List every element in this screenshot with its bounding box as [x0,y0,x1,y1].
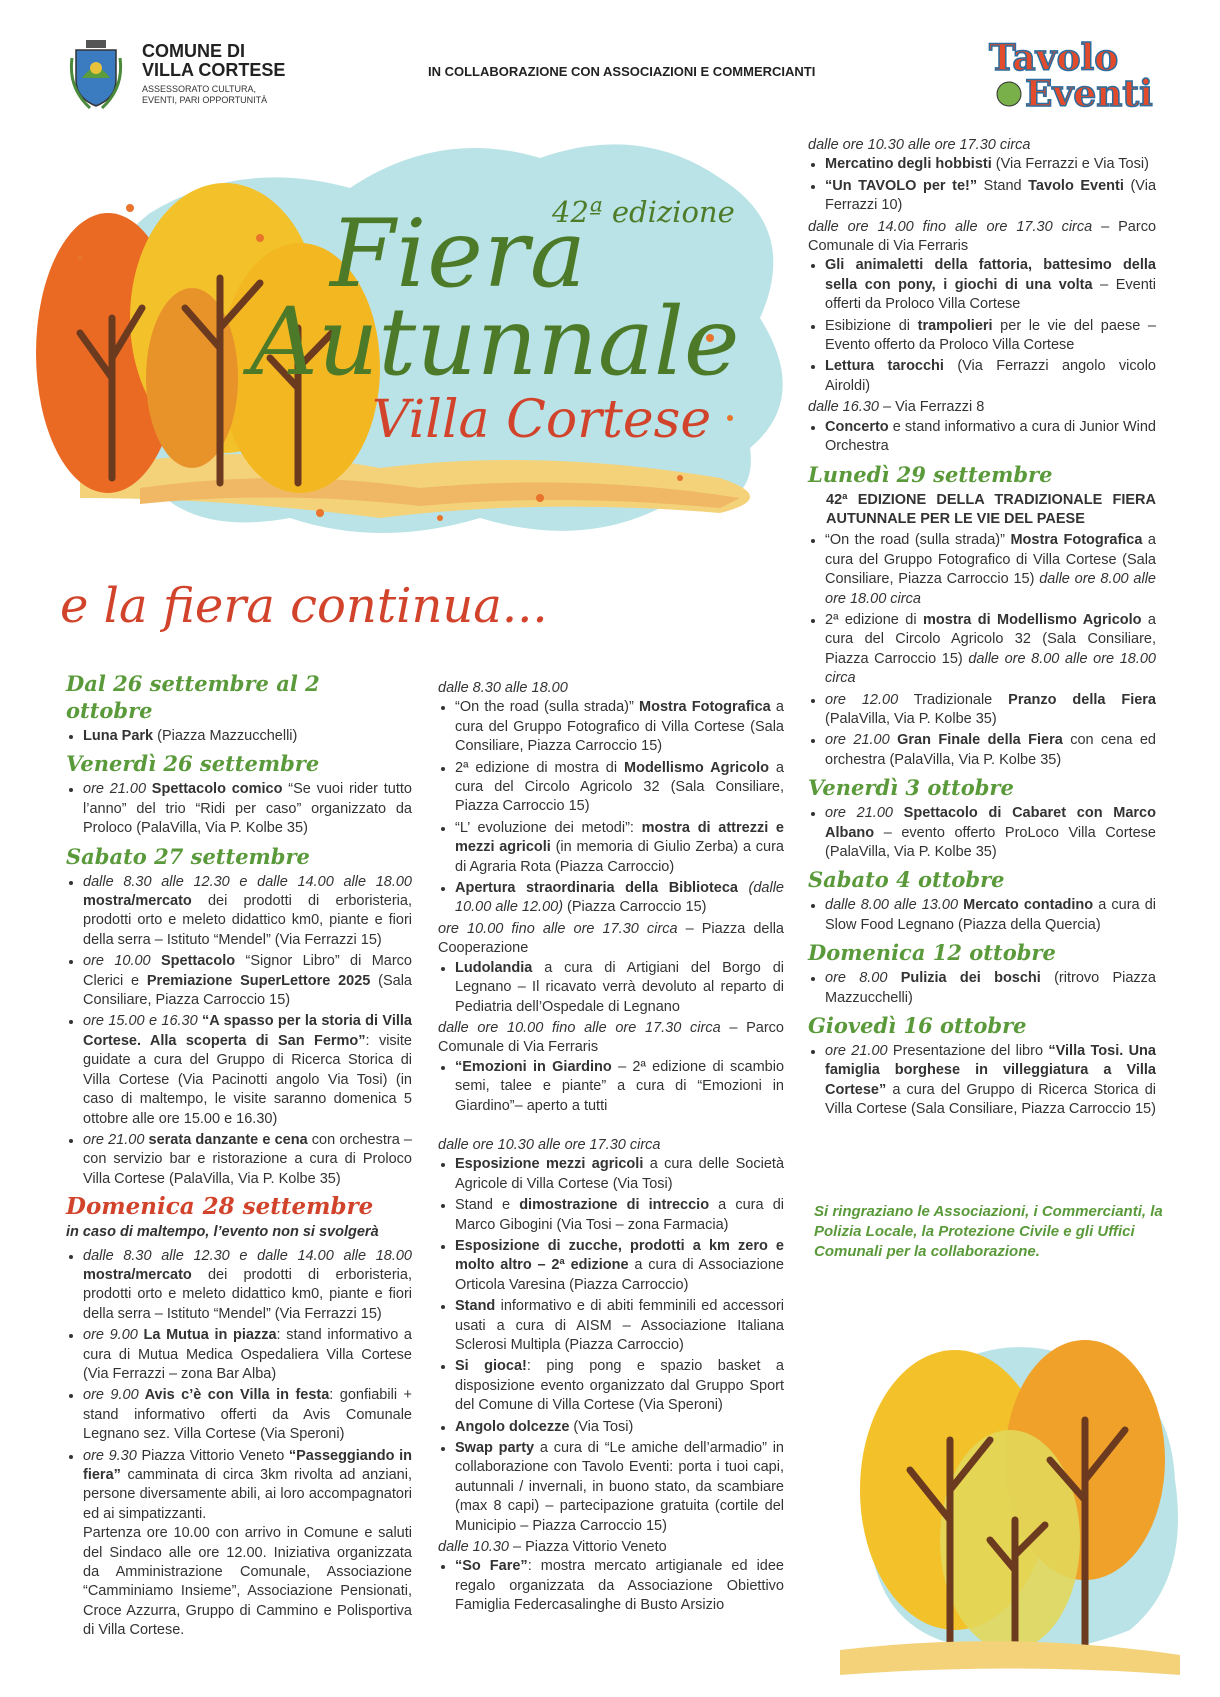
edition-caption: 42ª EDIZIONE DELLA TRADIZIONALE FIERA AUTUNNALE PER LE VIE DEL PAESE [826,491,1156,527]
time-label: dalle ore 10.30 alle ore 17.30 circa [438,1136,661,1153]
list-item: • ore 8.00 Pulizia dei boschi (ritrovo Piazza Mazzucchelli) [825,969,1156,1008]
list-item: • 2ª edizione di mostra di Modellismo Agricolo a cura del Circolo Agricolo 32 (Sala Consiliare, Piazza Carroccio 15) dalle ore 8.00 alle ore 18.00 circa [825,611,1156,689]
list-item: • Esposizione mezzi agricoli a cura delle Società Agricole di Villa Cortese (Via Tosi) [455,1155,784,1194]
time-label: ore 10.00 fino alle ore 17.30 circa – Piazza della Cooperazione [438,920,784,957]
time-label: dalle ore 14.00 fino alle ore 17.30 circa – Parco Comunale di Via Ferraris [808,218,1157,255]
column-3 [808,136,1156,1122]
weather-note: in caso di maltempo, l’evento non si svolgerà [66,1224,379,1241]
list-item: • Esposizione di zucche, prodotti a km zero e molto altro – 2ª edizione a cura di Associazione Orticola Varesina (Piazza Carroccio) [455,1237,784,1295]
municipal-crest-icon [68,38,124,112]
thanks-note: Si ringraziano le Associazioni, i Commercianti, la Polizia Locale, la Protezione Civile e gli Uffici Comunali per la collaborazione. [814,1203,1163,1260]
list-item: • ore 12.00 Tradizionale Pranzo della Fiera (PalaVilla, Via P. Kolbe 35) [825,691,1156,730]
autumn-trees-small-illustration [830,1290,1190,1680]
list-item: • “Un TAVOLO per te!” Stand Tavolo Eventi (Via Ferrazzi 10) [825,177,1156,216]
list-item: • Swap party a cura di “Le amiche dell’armadio” in collaborazione con Tavolo Eventi: porta i tuoi capi, autunnali / invernali, in buono stato, da scambiare (max 8 capi) – partecipazione gratuita (cortile del Municipio – Piazza Carroccio 15) [455,1439,784,1536]
column-1 [66,666,412,1643]
title-fiera: Fiera [330,200,587,309]
day-heading: Venerdì 3 ottobre [808,775,1014,801]
list-item: • “On the road (sulla strada)” Mostra Fotografica a cura del Gruppo Fotografico di Villa Cortese (Sala Consiliare, Piazza Carroccio 15) [455,698,784,756]
list-item: • 2ª edizione di mostra di Modellismo Agricolo a cura del Circolo Agricolo 32 (Sala Consiliare, Piazza Carroccio 15) [455,759,784,817]
day-heading: Domenica 12 ottobre [808,940,1056,966]
tagline: e la fiera continua... [60,578,548,634]
list-item: • Lettura tarocchi (Via Ferrazzi angolo vicolo Airoldi) [825,357,1156,396]
day-heading: Domenica 28 settembre [66,1193,374,1221]
day-heading: Lunedì 29 settembre [808,461,1053,487]
svg-text:Eventi: Eventi [1025,73,1153,114]
list-item: • dalle 8.00 alle 13.00 Mercato contadino a cura di Slow Food Legnano (Piazza della Quercia) [825,896,1156,935]
time-label: dalle 10.30 – Piazza Vittorio Veneto [438,1539,667,1556]
list-item: • ore 9.30 Piazza Vittorio Veneto “Passeggiando in fiera” camminata di circa 3km rivolta ad anziani, persone diversamente abili, ai loro accompagnatori ed ai simpatizzanti. Partenza ore 10.00 con arrivo in Comune e saluti del Sindaco alle ore 12.00. Iniziativa organizzata da Amministrazione Comunale, Associazione “Camminiamo Insieme”, Associazione Pensionati, Croce Azzurra, Gruppo di Cammino e Polisportiva di Villa Cortese. [83,1447,412,1641]
list-item: • Stand informativo e di abiti femminili ed accessori usati a cura di AISM – Associazione Italiana Sclerosi Multipla (Piazza Carroccio) [455,1297,784,1355]
time-label: dalle 16.30 – Via Ferrazzi 8 [808,399,985,416]
time-label: dalle ore 10.30 alle ore 17.30 circa [808,137,1031,153]
list-item: • ore 21.00 Spettacolo comico “Se vuoi rider tutto l’anno” del trio “Ridi per caso” organizzato da Proloco (PalaVilla, Via P. Kolbe 35) [83,780,412,838]
list-item: • ore 15.00 e 16.30 “A spasso per la storia di Villa Cortese. Alla scoperta di San Fermo”: visite guidate a cura del Gruppo di Ricerca Storica di Villa Cortese (Via Pacinotti angolo Via Tosi) (in caso di maltempo, le visite saranno domenica 5 ottobre alle ore 15.00 e 16.30) [83,1012,412,1128]
title-villa-cortese: Villa Cortese [372,390,712,450]
day-heading: Sabato 4 ottobre [808,867,1005,893]
comune-title: COMUNE DI VILLA CORTESE [142,41,286,80]
svg-text:Tavolo: Tavolo [989,37,1119,79]
list-item: • ore 9.00 La Mutua in piazza: stand informativo a cura di Mutua Medica Ospedaliera Villa Cortese (Via Ferrazzi – zona Bar Alba) [83,1326,412,1384]
list-item: • ore 21.00 Presentazione del libro “Villa Tosi. Una famiglia borghese in villeggiatura a Villa Cortese” a cura del Gruppo di Ricerca Storica di Villa Cortese (Sala Consiliare, Piazza Carroccio 15) [825,1042,1156,1120]
list-item: • ore 21.00 Spettacolo di Cabaret con Marco Albano – evento offerto ProLoco Villa Cortese (PalaVilla, Via P. Kolbe 35) [825,804,1156,862]
list-item: • “So Fare”: mostra mercato artigianale ed idee regalo organizzata da Associazione Obiettivo Famiglia Federcasalinghe di Busto Arsizio [455,1557,784,1615]
list-item: • “Emozioni in Giardino – 2ª edizione di scambio semi, talee e piante” a cura di “Emozioni in Giardino”– aperto a tutti [455,1058,784,1116]
list-item: • “On the road (sulla strada)” Mostra Fotografica a cura del Gruppo Fotografico di Villa Cortese (Sala Consiliare, Piazza Carroccio 15) dalle ore 8.00 alle ore 18.00 circa [825,531,1156,609]
list-item: • Stand e dimostrazione di intreccio a cura di Marco Gibogini (Via Tosi – zona Farmacia) [455,1196,784,1235]
list-item: • Concerto e stand informativo a cura di Junior Wind Orchestra [825,418,1156,457]
time-label: dalle 8.30 alle 18.00 [438,680,568,696]
day-heading: Venerdì 26 settembre [66,751,320,777]
day-heading: Sabato 27 settembre [66,843,310,869]
list-item: • ore 10.00 Spettacolo “Signor Libro” di Marco Clerici e Premiazione SuperLettore 2025 (Sala Consiliare, Piazza Carroccio 15) [83,952,412,1010]
list-item: • ore 21.00 Gran Finale della Fiera con cena ed orchestra (PalaVilla, Via P. Kolbe 35) [825,731,1156,770]
day-heading: Dal 26 settembre al 2 ottobre [66,671,320,723]
list-item: • Luna Park (Piazza Mazzucchelli) [83,727,412,746]
title-autunnale: Autunnale [250,288,740,397]
tavolo-eventi-logo [985,34,1160,114]
day-heading: Giovedì 16 ottobre [808,1013,1027,1039]
list-item: • Angolo dolcezze (Via Tosi) [455,1418,784,1437]
list-item: • Esibizione di trampolieri per le vie del paese – Evento offerto da Proloco Villa Cortese [825,317,1156,356]
assessorato-label: ASSESSORATO CULTURA, EVENTI, PARI OPPORTUNITÀ [142,84,268,105]
list-item: • Mercatino degli hobbisti (Via Ferrazzi e Via Tosi) [825,155,1156,174]
list-item: • ore 9.00 Avis c’è con Villa in festa: gonfiabili + stand informativo offerti da Avis Comunale Legnano sez. Villa Cortese (Via Speroni) [83,1386,412,1444]
list-item: • dalle 8.30 alle 12.30 e dalle 14.00 alle 18.00 mostra/mercato dei prodotti di erboristeria, prodotti orto e meleto didattico km0, piante e fiori della serra – Istituto “Mendel” (Via Ferrazzi 15) [83,873,412,951]
edition-label: 42ª edizione [552,195,735,229]
list-item: • Si gioca!: ping pong e spazio basket a disposizione evento organizzato dal Gruppo Sport del Comune di Villa Cortese (Via Speroni) [455,1357,784,1415]
list-item: • ore 21.00 serata danzante e cena con orchestra – con servizio bar e ristorazione a cura di Proloco Villa Cortese (PalaVilla, Via P. Kolbe 35) [83,1131,412,1189]
list-item: • “L’ evoluzione dei metodi”: mostra di attrezzi e mezzi agricoli (in memoria di Giulio Zerba) a cura di Agraria Rota (Piazza Carroccio) [455,819,784,877]
list-item: • Ludolandia a cura di Artigiani del Borgo di Legnano – Il ricavato verrà devoluto al reparto di Pediatria dell’Ospedale di Legnano [455,959,784,1017]
list-item: • dalle 8.30 alle 12.30 e dalle 14.00 alle 18.00 mostra/mercato dei prodotti di erboristeria, prodotti orto e meleto didattico km0, piante e fiori della serra – Istituto “Mendel” (Via Ferrazzi 15) [83,1247,412,1325]
collaboration-note: IN COLLABORAZIONE CON ASSOCIAZIONI E COMMERCIANTI [428,64,816,79]
column-2 [438,679,784,1618]
time-label: dalle ore 10.00 fino alle ore 17.30 circa – Parco Comunale di Via Ferraris [438,1019,784,1056]
list-item: • Apertura straordinaria della Biblioteca (dalle 10.00 alle 12.00) (Piazza Carroccio 15) [455,879,784,918]
list-item: • Gli animaletti della fattoria, battesimo della sella con pony, i giochi di una volta – Eventi offerti da Proloco Villa Cortese [825,256,1156,314]
